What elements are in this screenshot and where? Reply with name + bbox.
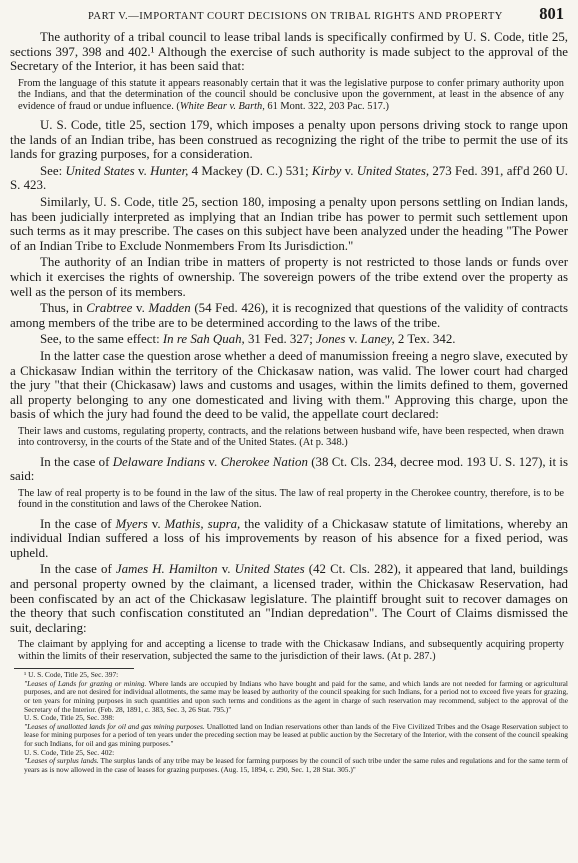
- page-number: 801: [539, 4, 564, 23]
- footnote-text-398: "Leases of unallotted lands for oil and gas mining purposes. Unallotted land on Indian reservations other than lands of the Five Civilized Tribes and the Osage Reservation subject to lease for mining purposes for a period of ten years under the preceding section may be leased at public auction by the Secretary of the Interior, with the consent of the council speaking for such Indians, for oil and gas mining purposes.": [24, 721, 569, 748]
- quote-white-bear: From the language of this statute it appears reasonably certain that it was the legislative purpose to confer primary authority upon the Indians, and that the determination of the council should be conclusive upon the government, at least in the absence of any evidence of fraud or undue influence. (White Bear v. Barth, 61 Mont. 322, 203 Pac. 517.): [18, 77, 564, 112]
- paragraph-lease-authority: The authority of a tribal council to lease tribal lands is specifically confirmed by U. S. Code, title 25, sections 397, 398 and 402.¹ Although the exercise of such authority is made subject to the approval of the Secretary of the Interior, it has been said that:: [10, 30, 568, 74]
- footnote-heading-398: U. S. Code, Title 25, Sec. 398:: [24, 713, 115, 723]
- footnote-divider: [14, 668, 134, 669]
- quote-claimant: The claimant by applying for and accepting a license to trade with the Chickasaw Indians, and subsequently acquiring property within the limits of their reservation, subjected the same to the jurisdiction of their laws. (At p. 287.): [18, 639, 564, 662]
- footnotes: [10, 671, 568, 774]
- footnote-heading-397: ¹ U. S. Code, Title 25, Sec. 397:: [24, 670, 119, 680]
- quote-real-property: The law of real property is to be found in the law of the situs. The law of real property in the Cherokee country, therefore, is to be found in the constitution and laws of the Cherokee Nation.: [18, 487, 564, 511]
- paragraph-see-hunter: See: United States v. Hunter, 4 Mackey (D. C.) 531; Kirby v. United States, 273 Fed. 391, aff'd 260 U. S. 423.: [10, 163, 568, 193]
- paragraph-section-180: Similarly, U. S. Code, title 25, section 180, imposing a penalty upon persons settling on Indian lands, has been judicially interpreted as implying that an Indian tribe has power to permit such settlement upon such terms as it may prescribe. The cases on this subject have been analyzed under the heading "The Power of an Indian Tribe to Exclude Nonmembers From Its Jurisdiction.": [10, 194, 568, 253]
- quote-laws-customs: Their laws and customs, regulating property, contracts, and the relations between husband wife, have been respected, when drawn into controversy, in the courts of the State and of the United States. (At p. 348.): [18, 425, 564, 449]
- paragraph-section-179: U. S. Code, title 25, section 179, which imposes a penalty upon persons driving stock to range upon the lands of an Indian tribe, has been construed as recognizing the right of the tribe to permit the use of its lands for grazing purposes, for a consideration.: [10, 118, 568, 162]
- footnote-heading-402: U. S. Code, Title 25, Sec. 402:: [24, 747, 115, 757]
- paragraph-delaware-indians: In the case of Delaware Indians v. Cherokee Nation (38 Ct. Cls. 234, decree mod. 193 U. S. 127), it is said:: [10, 454, 569, 484]
- footnote-text-402: "Leases of surplus lands. The surplus lands of any tribe may be leased for farming purposes by the council of such tribe under the same rules and regulations and for the same term of years as is now allowed in the case of leases for grazing purposes. (Aug. 15, 1894, c. 290, Sec. 1, 28 Stat. 305.)": [24, 756, 568, 774]
- footnote-text-397: "Leases of Lands for grazing or mining. Where lands are occupied by Indians who have bought and paid for the same, and which lands are not needed for farming or agricultural purposes, and are not desired for individual allotments, the same may be leased by authority of the council speaking for such Indians, for a period not to exceed five years for grazing, or ten years for mining purposes in such quantities and upon such terms and conditions as the agent in charge of such reservation may recommend, subject to the approval of the Secretary of the Interior. (Feb. 28, 1891, c. 383, Sec. 3, 26 Stat. 795.)": [24, 678, 568, 714]
- paragraph-see-sah-quah: See, to the same effect: In re Sah Quah, 31 Fed. 327; Jones v. Laney, 2 Tex. 342.: [40, 332, 456, 347]
- paragraph-hamilton: In the case of James H. Hamilton v. United States (42 Ct. Cls. 282), it appeared that land, buildings and personal property owned by the claimant, a licensed trader, within the Chickasaw Reservation, had been confiscated by an act of the Chickasaw legislature. The plaintiff brought suit to recover damages on the theory that such confiscation constituted an "Indian depredation". The Court of Claims dismissed the suit, declaring:: [10, 562, 568, 635]
- paragraph-crabtree: Thus, in Crabtree v. Madden (54 Fed. 426), it is recognized that questions of the validity of contracts among members of the tribe are to be determined according to the laws of the tribe.: [10, 301, 568, 330]
- page-header: [10, 4, 568, 28]
- paragraph-authority-property: The authority of an Indian tribe in matters of property is not restricted to those lands or funds over which it exercises the rights of ownership. The sovereign powers of the tribe extend over the property as well as the person of its members.: [10, 255, 568, 299]
- paragraph-myers-mathis: In the case of Myers v. Mathis, supra, the validity of a Chickasaw statute of limitations, whereby an individual Indian suffered a loss of his improvements by reason of his absence for a fixed period, was upheld.: [10, 516, 568, 560]
- paragraph-manumission: In the latter case the question arose whether a deed of manumission freeing a negro slave, executed by a Chickasaw Indian within the territory of the Chickasaw nation, was valid. The lower court had charged the jury "that their (Chickasaw) laws and customs and usages, within the limits defined to them, governed all property belonging to any one domesticated and living with them." Approving this charge, upon the basis of which the jury had found the deed to be valid, the appellate court declared:: [10, 348, 568, 422]
- running-title: PART V.—IMPORTANT COURT DECISIONS ON TRIBAL RIGHTS AND PROPERTY: [88, 11, 503, 22]
